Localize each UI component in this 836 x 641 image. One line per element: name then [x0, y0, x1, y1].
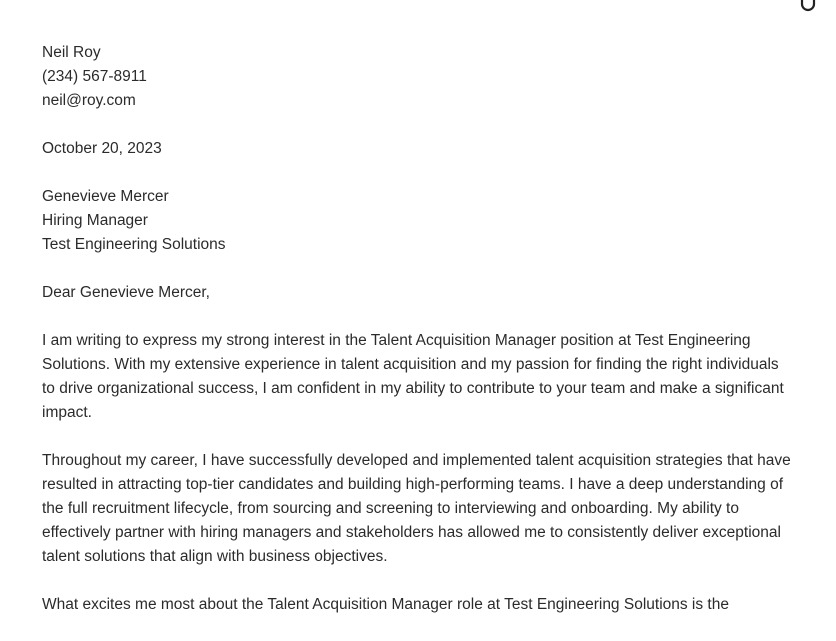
salutation-block: [42, 281, 794, 305]
sender-email: neil@roy.com: [42, 92, 136, 109]
date-block: [42, 137, 794, 161]
salutation: Dear Genevieve Mercer,: [42, 284, 210, 301]
sender-name: Neil Roy: [42, 44, 101, 61]
recipient-block: [42, 185, 794, 257]
recipient-company: Test Engineering Solutions: [42, 236, 226, 253]
body-paragraph-2: Throughout my career, I have successfully developed and implemented talent acquisition strategies that have resulted in attracting top-tier candidates and building high-performing teams. I have a deep understanding of the full recruitment lifecycle, from sourcing and screening to interviewing and onboarding. My ability to effectively partner with hiring managers and stakeholders has allowed me to consistently deliver exceptional talent solutions that align with business objectives.: [42, 452, 791, 565]
recipient-title: Hiring Manager: [42, 212, 148, 229]
letter-date: October 20, 2023: [42, 140, 162, 157]
body-paragraph-3: What excites me most about the Talent Acquisition Manager role at Test Engineering Solutions is the: [42, 596, 729, 613]
cover-letter: [42, 41, 794, 641]
recipient-name: Genevieve Mercer: [42, 188, 169, 205]
sender-block: [42, 41, 794, 113]
body-paragraph-1: I am writing to express my strong interest in the Talent Acquisition Manager position at Test Engineering Solutions. With my extensive experience in talent acquisition and my passion for finding the right individuals to drive organizational success, I am confident in my ability to contribute to your team and make a significant impact.: [42, 332, 784, 421]
scroll-indicator-icon: [800, 0, 816, 14]
sender-phone: (234) 567-8911: [42, 68, 147, 85]
